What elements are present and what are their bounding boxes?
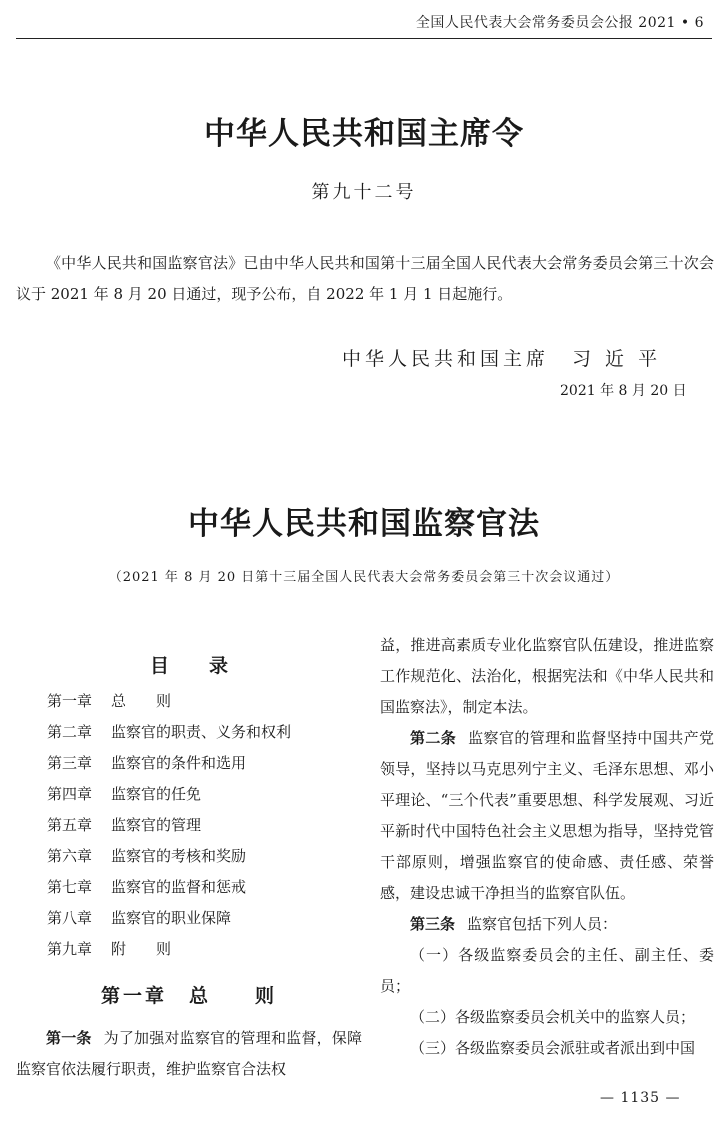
article-1	[16, 1023, 362, 1085]
right-column	[380, 630, 714, 1064]
article-3-item: （一）各级监察委员会的主任、副主任、委员；	[380, 946, 714, 995]
decree-number: 第九十二号	[311, 182, 417, 203]
table-of-contents	[16, 686, 362, 965]
decree-text: 《中华人民共和国监察官法》已由中华人民共和国第十三届全国人民代表大会常务委员会第三十次会议于 2021 年 8 月 20 日通过，现予公布，自 2022 年 1 月 1 日起施行。	[16, 254, 714, 303]
left-column	[16, 630, 362, 1085]
toc-item: 第八章 监察官的职业保障	[47, 909, 232, 927]
article-1-continued: 益，推进高素质专业化监察官队伍建设，推进监察工作规范化、法治化，根据宪法和《中华人民共和国监察法》，制定本法。	[380, 636, 714, 716]
toc-item: 第二章 监察官的职责、义务和权利	[47, 723, 292, 741]
toc-item: 第七章 监察官的监督和惩戒	[47, 878, 247, 896]
toc-item: 第六章 监察官的考核和奖励	[47, 847, 247, 865]
article-3-item: （二）各级监察委员会机关中的监察人员；	[410, 1008, 696, 1026]
decree-date: 2021 年 8 月 20 日	[560, 383, 687, 399]
decree-signatory: 中华人民共和国主席 习 近 平	[342, 348, 662, 370]
article-2-text: 监察官的管理和监督坚持中国共产党领导，坚持以马克思列宁主义、毛泽东思想、邓小平理论、“三个代表”重要思想、科学发展观、习近平新时代中国特色社会主义思想为指导，坚持党管干部原则，增强监察官的使命感、责任感、荣誉感，建设忠诚干净担当的监察官队伍。	[380, 729, 714, 902]
article-3-label: 第三条	[410, 915, 456, 933]
decree-title: 中华人民共和国主席令	[204, 116, 524, 152]
running-header: 全国人民代表大会常务委员会公报 2021 • 6	[415, 15, 704, 31]
article-2	[380, 723, 714, 909]
chapter-1-heading: 第一章 总 则	[100, 985, 277, 1007]
page-number: — 1135 —	[600, 1090, 681, 1106]
article-1-label: 第一条	[46, 1029, 92, 1047]
toc-item: 第九章 附 则	[47, 940, 172, 958]
article-3-item: （三）各级监察委员会派驻或者派出到中国	[410, 1039, 696, 1057]
toc-item: 第三章 监察官的条件和选用	[47, 754, 247, 772]
toc-item: 第一章 总 则	[47, 692, 172, 710]
toc-heading: 目录	[149, 655, 268, 677]
article-1-text: 为了加强对监察官的管理和监督，保障监察官依法履行职责，维护监察官合法权	[16, 1029, 362, 1078]
article-3-text: 监察官包括下列人员：	[467, 915, 618, 933]
header-rule	[16, 38, 712, 39]
law-title: 中华人民共和国监察官法	[188, 506, 540, 542]
article-2-label: 第二条	[410, 729, 457, 747]
law-adoption-note: （2021 年 8 月 20 日第十三届全国人民代表大会常务委员会第三十次会议通过）	[108, 570, 620, 585]
toc-item: 第五章 监察官的管理	[47, 816, 202, 834]
toc-item: 第四章 监察官的任免	[47, 785, 202, 803]
article-3	[380, 909, 714, 940]
